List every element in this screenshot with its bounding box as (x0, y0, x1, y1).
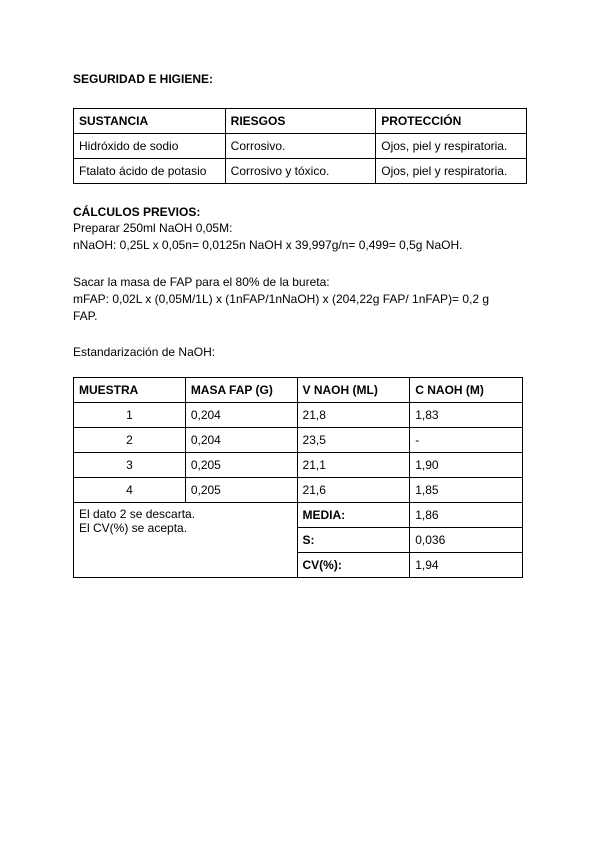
table-cell: Ojos, piel y respiratoria. (376, 159, 527, 184)
calcs-heading: CÁLCULOS PREVIOS: (73, 205, 201, 219)
calc-line: FAP. (73, 309, 98, 323)
table-cell: Hidróxido de sodio (74, 134, 226, 159)
calc-line: mFAP: 0,02L x (0,05M/1L) x (1nFAP/1nNaOH) x (204,22g FAP/ 1nFAP)= 0,2 g (73, 292, 490, 306)
stat-label: S: (297, 528, 410, 553)
table-row (74, 159, 527, 184)
table-cell: Ftalato ácido de potasio (74, 159, 226, 184)
stat-value: 1,86 (410, 503, 523, 528)
table-cell: 21,6 (297, 478, 410, 503)
header-cell: RIESGOS (225, 109, 376, 134)
table-row (74, 428, 523, 453)
header-cell: MASA FAP (G) (185, 378, 297, 403)
table-row (74, 453, 523, 478)
table-cell: - (410, 428, 523, 453)
standardization-table (73, 377, 523, 578)
stat-value: 1,94 (410, 553, 523, 578)
note-cell (74, 503, 298, 578)
table-cell: 0,204 (185, 403, 297, 428)
table-cell: Ojos, piel y respiratoria. (376, 134, 527, 159)
header-cell: PROTECCIÓN (376, 109, 527, 134)
table-cell: 3 (74, 453, 186, 478)
table-cell: 0,205 (185, 478, 297, 503)
table-cell: Corrosivo y tóxico. (225, 159, 376, 184)
safety-heading: SEGURIDAD E HIGIENE: (73, 72, 214, 86)
table-cell: 21,1 (297, 453, 410, 478)
stat-label: CV(%): (297, 553, 410, 578)
calc-line: Preparar 250ml NaOH 0,05M: (73, 221, 233, 235)
calc-line: Sacar la masa de FAP para el 80% de la bureta: (73, 275, 330, 289)
table-cell: 1,90 (410, 453, 523, 478)
table-header-row (74, 109, 527, 134)
table-row (74, 503, 523, 528)
table-header-row (74, 378, 523, 403)
note-line: El dato 2 se descarta. (79, 507, 196, 521)
header-cell: V NAOH (ML) (297, 378, 410, 403)
table-cell: 1,85 (410, 478, 523, 503)
table-row (74, 403, 523, 428)
header-cell: MUESTRA (74, 378, 186, 403)
table-cell: Corrosivo. (225, 134, 376, 159)
calc-line: nNaOH: 0,25L x 0,05n= 0,0125n NaOH x 39,997g/n= 0,499= 0,5g NaOH. (73, 238, 463, 252)
safety-table (73, 108, 527, 184)
header-cell: SUSTANCIA (74, 109, 226, 134)
note-line: El CV(%) se acepta. (79, 521, 188, 535)
stat-value: 0,036 (410, 528, 523, 553)
table-cell: 23,5 (297, 428, 410, 453)
table-cell: 1,83 (410, 403, 523, 428)
table-cell: 21,8 (297, 403, 410, 428)
table-cell: 0,204 (185, 428, 297, 453)
stat-label: MEDIA: (297, 503, 410, 528)
calc-line: Estandarización de NaOH: (73, 345, 216, 359)
table-cell: 2 (74, 428, 186, 453)
table-cell: 0,205 (185, 453, 297, 478)
header-cell: C NAOH (M) (410, 378, 523, 403)
table-cell: 4 (74, 478, 186, 503)
table-cell: 1 (74, 403, 186, 428)
table-row (74, 134, 527, 159)
table-row (74, 478, 523, 503)
